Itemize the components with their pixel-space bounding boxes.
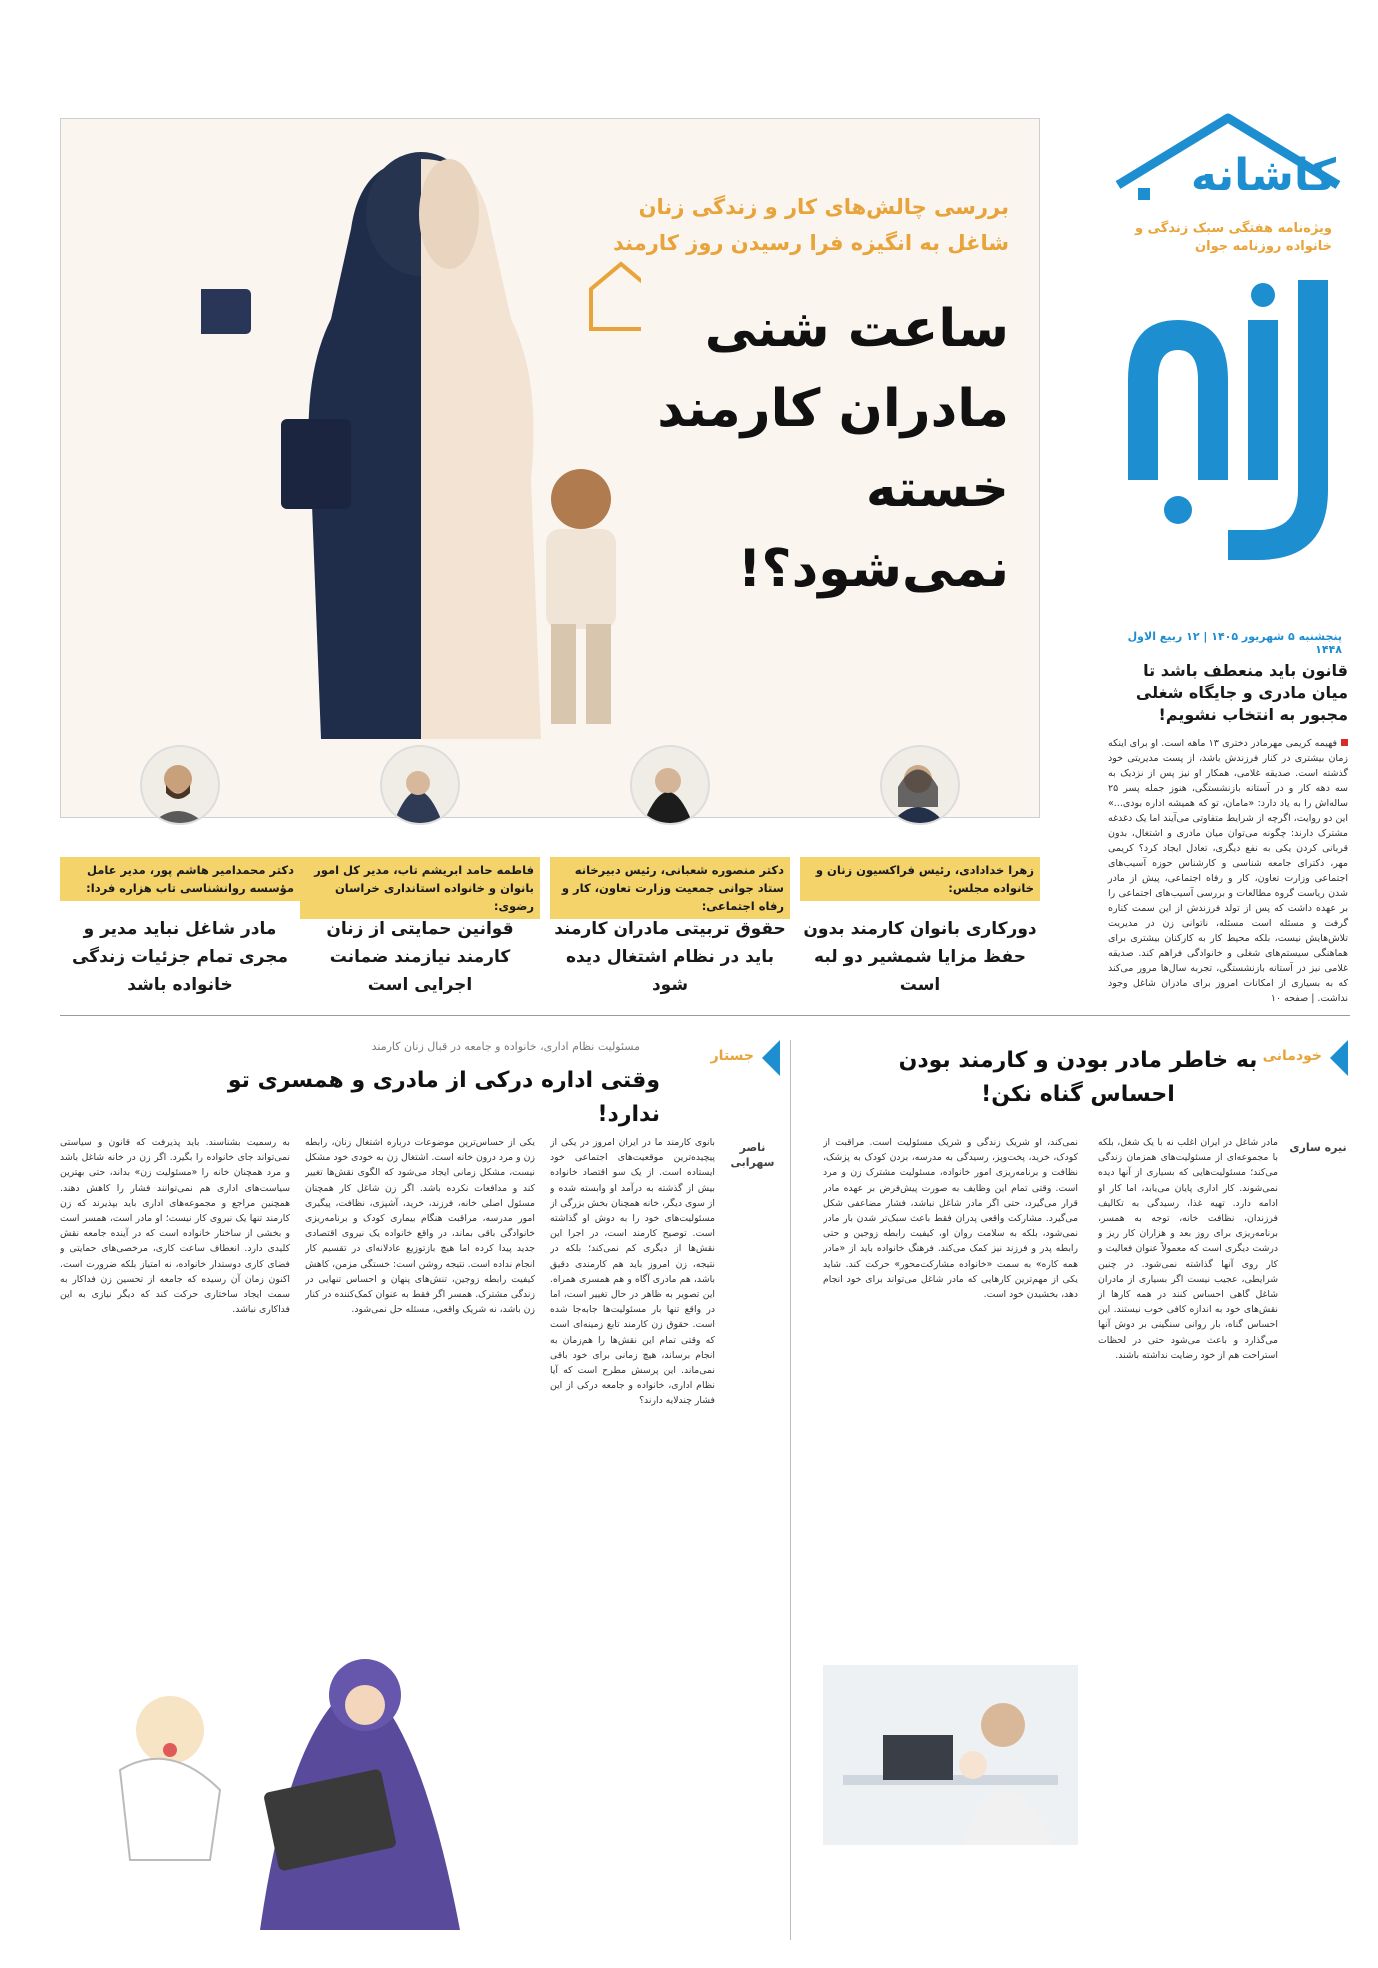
avatar bbox=[380, 745, 460, 825]
side-story-text: فهیمه کریمی مهرمادر دختری ۱۳ ماهه است. او برای اینکه زمان بیشتری در کنار فرزندش باشد، از پست مدیریتی خود گذشته است. صدیقه غلامی، همکار او نیز پس از نزدیک به سه دهه کار و در آستانه بازنشستگی، هنوز جمله پسر ۲۵ ساله‌اش را به یاد دارد: «مامان، تو که همیشه اداره بودی...» این دو روایت، اگرچه از شرایط متفاوتی می‌آیند اما یک دغدغه مشترک دارند: چگونه می‌توان میان مادری و اشتغال، بدون قربانی کردن یکی به نفع دیگری، تعادل ایجاد کرد؟ کریمی مهر، دکترای جامعه شناسی و کارشناس حوزه آسیب‌های اجتماعی وزارت تعاون، کار و رفاه اجتماعی، پیش از مادر شدن ریاست گروه مطالعات و بررسی آسیب‌های اجتماعی را بر عهده داشت که پس از تولد فرزندش از این سمت کناره گرفت و مسئله است مسئله، ناتوانی زن در مدیریت تلاش‌هایش نیست، بلکه محیط کار به کارکنان بیشتری برای هماهنگی سیستم‌های شغلی و خانوادگی فراهم کند. صدیقه غلامی نیز در آستانه بازنشستگی، تجربه سال‌ها مرور می‌کند که به بسیاری از امکانات امروز برای مادران شاغل وجود نداشت. | صفحه ۱۰ bbox=[1108, 738, 1348, 1004]
article-column: بانوی کارمند ما در ایران امروز در یکی از پیچیده‌ترین موقعیت‌های اجتماعی خود ایستاده است. از یک سو اقتصاد خانواده بیش از گذشته به درآمد او وابسته شده و از سوی دیگر، خانه همچنان بخش بزرگی از مسئولیت‌های خود را به دوش او گذاشته است. توصیح کارمند است، در اجرا این نقش‌ها از دیگری کم نمی‌کند؛ بلکه در نتیجه، زن امروز باید هم کارمندی دقیق باشد، هم مادری آگاه و هم همسری همراه. این تصویر به ظاهر در حال تغییر است، اما در واقع تنها بار مسئولیت‌ها جابه‌جا شده است. حقوق زن کارمند تابع زمینه‌ای است که وقتی تمام این نقش‌ها را هم‌زمان به انجام برساند، هیچ زمانی برای خود باقی نمی‌ماند. این پرسش مطرح است که آیا نظام اداری، خانواده و جامعه درکی از این فشار چندلایه دارند؟ bbox=[550, 1137, 715, 1407]
column-divider bbox=[790, 1040, 791, 1940]
speaker-role: فاطمه حامد ابریشم تاب، مدیر کل امور بانوان و خانواده استانداری خراسان رضوی: bbox=[300, 857, 540, 919]
speaker-card bbox=[300, 745, 540, 995]
avatar bbox=[880, 745, 960, 825]
hero-illustration bbox=[201, 119, 641, 818]
speaker-card bbox=[800, 745, 1040, 995]
hero-title: ساعت شنی مادران کارمند خسته نمی‌شود؟! bbox=[657, 299, 1009, 599]
speaker-quote: قوانین حمایتی از زنان کارمند نیازمند ضمانت اجرایی است bbox=[326, 919, 514, 995]
byline: ناصر سهرابی bbox=[730, 1141, 775, 1169]
masthead bbox=[1108, 110, 1348, 656]
article-khodemani bbox=[808, 1040, 1348, 1940]
speaker-role: دکتر محمدامیر هاشم پور، مدیر عامل مؤسسه روانشناسی تاب هزاره فردا: bbox=[60, 857, 300, 901]
speaker-quote: مادر شاغل نباید مدیر و مجری تمام جزئیات زندگی خانواده باشد bbox=[71, 919, 288, 995]
rubric-label: جستار bbox=[710, 1048, 754, 1064]
speaker-card bbox=[60, 745, 300, 995]
avatar bbox=[630, 745, 710, 825]
side-story-title: قانون باید منعطف باشد تا میان مادری و جایگاه شغلی مجبور به انتخاب نشویم! bbox=[1135, 661, 1348, 724]
article-column: مادر شاغل در ایران اغلب نه با یک شغل، بلکه با مجموعه‌ای از مسئولیت‌های همزمان زندگی می‌کند؛ مسئولیت‌هایی که بسیاری از آنها دیده نمی‌شوند. کار اداری پایان می‌یابد، اما کار او ادامه دارد. تهیه غذا، رسیدگی به تکالیف فرزندان، نظافت خانه، توجه به همسر، برنامه‌ریزی برای روز بعد و هزاران کار ریز و درشت دیگری است که معمولاً عنوان فعالیت و کار روی آنها گذاشته نمی‌شود. در چنین شرایطی، عجیب نیست اگر بسیاری از مادران شاغل گاهی احساس کنند در همه کارها از نقش‌های خود به اندازه کافی خوب نیستند. این احساس گناه، بار روانی سنگینی بر دوش آنها می‌گذارد و باعث می‌شود حتی در لحظات استراحت هم از خود رضایت نداشته باشند. bbox=[1098, 1137, 1278, 1361]
article-column: به رسمیت بشناسند. باید پذیرفت که قانون و سیاستی نمی‌تواند جای خانواده را بگیرد. اگر زن در خانه شاغل باشد و مرد همچنان خانه را «مسئولیت زن» بداند، حتی بهترین سیاست‌های اداری هم نمی‌توانند فشار را کاهش دهند. همچنین مراجع و مجموعه‌های اداری باید بپذیرند که زن کارمند تنها یک نیروی کار نیست؛ او مادر است، همسر است و بخشی از ساختار خانواده است که در آینده جامعه نقش کلیدی دارد. انعطاف ساعت کاری، مرخصی‌های حمایتی و فضای کاری دوستدار خانواده، نه امتیاز بلکه ضرورت است. اکنون زمان آن رسیده که جامعه از تحسین زن فداکار به سمت ایجاد ساختاری حرکت کند که دیگر نیازی به این فداکاری نباشد. bbox=[60, 1137, 290, 1316]
hero-panel bbox=[60, 118, 1040, 818]
article-jostar bbox=[60, 1040, 780, 1940]
side-story bbox=[1108, 660, 1348, 1006]
hero-kicker: بررسی چالش‌های کار و زندگی زنان شاغل به انگیزه فرا رسیدن روز کارمند bbox=[613, 195, 1009, 255]
byline: نیره ساری bbox=[1289, 1141, 1347, 1154]
speaker-card bbox=[550, 745, 790, 995]
article-kicker: مسئولیت نظام اداری، خانواده و جامعه در قبال زنان کارمند bbox=[371, 1040, 640, 1053]
javan-logo bbox=[1108, 260, 1348, 580]
speaker-role: دکتر منصوره شعبانی، رئیس دبیرخانه ستاد جوانی جمعیت وزارت تعاون، کار و رفاه اجتماعی: bbox=[550, 857, 790, 919]
article-column: نمی‌کند، او شریک زندگی و شریک مسئولیت است. مراقبت از کودک، خرید، پخت‌وپز، رسیدگی به مدرسه، بردن کودک به پزشک، نظافت و برنامه‌ریزی امور خانواده، مسئولیت مشترک زن و مرد است. وقتی تمام این وظایف به صورت پیش‌فرض بر عهده مادر قرار می‌گیرد، حتی اگر مادر شاغل نباشد، فشار مضاعفی شکل می‌گیرد. مشارکت واقعی پدران فقط باعث سبک‌تر شدن بار مادر نمی‌شود، بلکه به سلامت روان او، کیفیت رابطه زوجین و حتی رابطه پدر و فرزند نیز کمک می‌کند. فرهنگ خانواده باید از «مادر همه کاره» به سمت «خانواده مشارکت‌محور» حرکت کند. شاید یکی از مهم‌ترین کارهایی که مادر شاغل می‌تواند برای خود انجام دهد، بخشیدن خود است. bbox=[823, 1137, 1078, 1301]
kashane-title: کاشانه bbox=[1190, 150, 1336, 201]
bullet-mark bbox=[1341, 739, 1348, 746]
masthead-subtitle: ویژه‌نامه هفتگی سبک زندگی و خانواده روزنامه جوان bbox=[1135, 221, 1332, 254]
section-divider bbox=[60, 1015, 1350, 1016]
avatar bbox=[140, 745, 220, 825]
speakers-row bbox=[60, 745, 1040, 995]
speaker-quote: حقوق تربیتی مادران کارمند باید در نظام اشتغال دیده شود bbox=[554, 919, 786, 995]
mother-at-laptop-photo bbox=[823, 1665, 1078, 1845]
rubric-flag-icon bbox=[1330, 1040, 1348, 1076]
article-column: یکی از حساس‌ترین موضوعات درباره اشتغال زنان، رابطه زن و مرد درون خانه است. اشتغال زن به خودی خود مشکل نیست، مشکل زمانی ایجاد می‌شود که الگوی نقش‌ها تغییر کند و مدافعات نکرده باشد. اگر زن شاغل کار همچنان مسئول اصلی خانه، فرزند، خرید، آشپزی، نظافت، پیگیری امور مدرسه، مراقبت هنگام بیماری کودک و برنامه‌ریزی خانوادگی باقی بماند، در واقع خانواده یک نیروی اقتصادی جدید پیدا کرده اما هیچ بازتوزیع عادلانه‌ای در تقسیم کار انجام نداده است. نتیجه روشن است: خستگی مزمن، کاهش کیفیت رابطه زوجین، تنش‌های پنهان و احساس تنهایی در زندگی مشترک. همسر اگر فقط به عنوان کمک‌کننده در کنار زن باشد، نه شریک واقعی، مسئله حل نمی‌شود. bbox=[305, 1137, 535, 1316]
issue-date: پنجشنبه ۵ شهریور ۱۴۰۵ | ۱۲ ربیع الاول ۱۴۴۸ bbox=[1127, 630, 1342, 656]
speaker-role: زهرا خدادادی، رئیس فراکسیون زنان و خانواده مجلس: bbox=[800, 857, 1040, 901]
cartoon-illustration bbox=[60, 1600, 530, 1930]
article-title: به خاطر مادر بودن و کارمند بودن احساس گناه نکن! bbox=[898, 1048, 1258, 1107]
article-title: وقتی اداره درکی از مادری و همسری تو ندارد! bbox=[227, 1068, 660, 1127]
rubric-flag-icon bbox=[762, 1040, 780, 1076]
rubric-label: خودمانی bbox=[1262, 1048, 1322, 1064]
side-story-body bbox=[1108, 736, 1348, 1006]
speaker-quote: دورکاری بانوان کارمند بدون حفظ مزایا شمشیر دو لبه است bbox=[803, 919, 1037, 995]
